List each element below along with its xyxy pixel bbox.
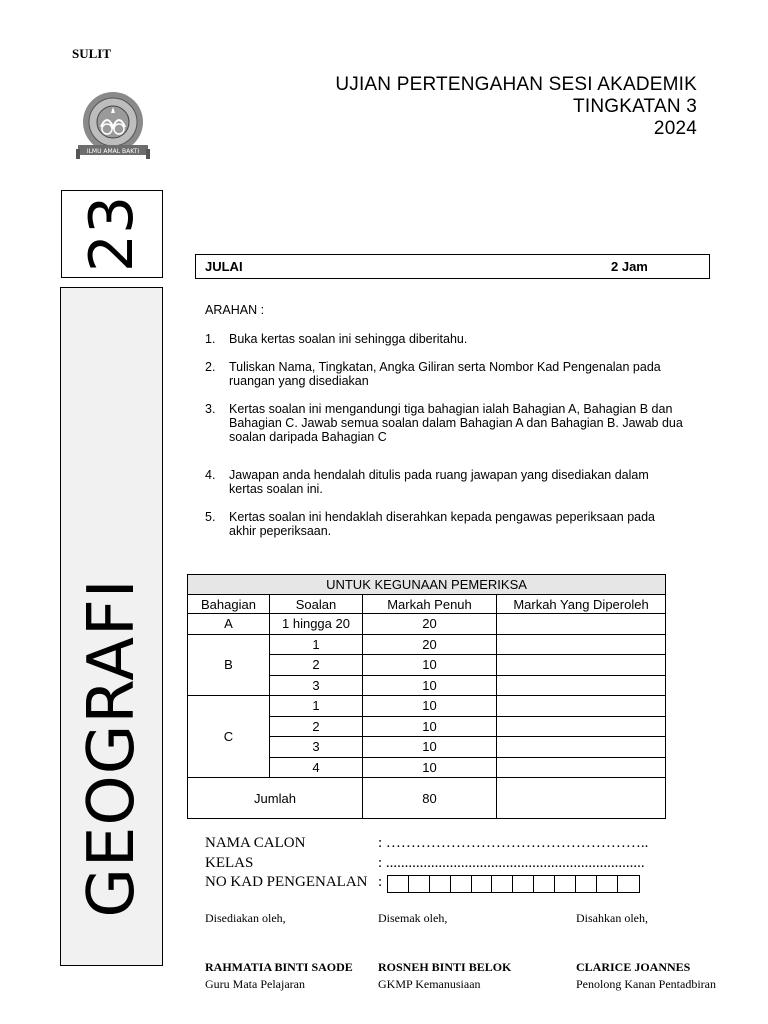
instruction-number: 1. (205, 332, 216, 346)
approved-by-signature (576, 960, 716, 992)
ic-number-boxes[interactable] (387, 875, 640, 893)
column-header-markah-diperoleh: Markah Yang Diperoleh (497, 595, 666, 614)
class-label: KELAS (205, 854, 254, 871)
total-obtained-mark[interactable] (497, 778, 666, 819)
question-cell: 1 (270, 634, 363, 655)
ic-label: NO KAD PENGENALAN (205, 874, 368, 890)
exam-title (335, 74, 697, 140)
checked-by-signature (378, 960, 511, 992)
obtained-mark-cell[interactable] (497, 675, 666, 696)
instruction-text: Kertas soalan ini hendaklah diserahkan kepada pengawas peperiksaan pada akhir peperiksaan. (229, 510, 656, 538)
ic-digit-box[interactable] (388, 876, 409, 892)
instruction-text: Kertas soalan ini mengandungi tiga bahagian ialah Bahagian A, Bahagian B dan Bahagian C. Jawab semua soalan dalam Bahagian A dan Bahagian B. Jawab dua soalan daripada Bahagian C (229, 402, 683, 444)
ic-digit-box[interactable] (618, 876, 639, 892)
ic-digit-box[interactable] (534, 876, 555, 892)
checked-by-name: ROSNEH BINTI BELOK (378, 960, 512, 974)
question-cell: 4 (270, 757, 363, 778)
instructions (205, 303, 685, 552)
exam-title-line-3: 2024 (653, 118, 697, 139)
question-cell: 2 (270, 716, 363, 737)
question-cell: 1 (270, 696, 363, 717)
question-cell: 3 (270, 675, 363, 696)
full-mark-cell: 10 (363, 655, 497, 676)
approved-by-title: Penolong Kanan Pentadbiran (576, 977, 716, 991)
ic-digit-box[interactable] (472, 876, 493, 892)
ic-digit-box[interactable] (555, 876, 576, 892)
exam-info-box (195, 254, 710, 279)
logo-motto: ILMU AMAL BAKTI (86, 148, 140, 155)
instructions-heading: ARAHAN : (205, 303, 265, 317)
section-c-label: C (188, 696, 270, 778)
exam-title-line-1: UJIAN PERTENGAHAN SESI AKADEMIK (335, 74, 697, 95)
school-logo (74, 89, 152, 159)
instruction-text: Tuliskan Nama, Tingkatan, Angka Giliran serta Nombor Kad Pengenalan pada ruangan yang disediakan (229, 360, 661, 388)
table-row (188, 614, 666, 635)
examiner-table (187, 574, 666, 819)
instruction-item (205, 468, 685, 496)
name-label: NAMA CALON (205, 835, 306, 851)
full-mark-cell: 10 (363, 757, 497, 778)
paper-code-box (61, 190, 163, 278)
total-row (188, 778, 666, 819)
ic-digit-box[interactable] (576, 876, 597, 892)
examiner-table-title: UNTUK KEGUNAAN PEMERIKSA (188, 575, 666, 595)
ic-digit-box[interactable] (409, 876, 430, 892)
ic-digit-box[interactable] (492, 876, 513, 892)
obtained-mark-cell[interactable] (497, 614, 666, 635)
approved-by-name: CLARICE JOANNES (576, 960, 691, 974)
ic-digit-box[interactable] (513, 876, 534, 892)
approved-by-role: Disahkan oleh, (576, 911, 648, 925)
ic-colon: : (378, 874, 383, 890)
class-field[interactable]: : ..................................................................... (378, 854, 645, 871)
instruction-item (205, 332, 685, 346)
total-full-mark: 80 (363, 778, 497, 819)
instruction-item (205, 510, 685, 538)
column-header-markah-penuh: Markah Penuh (363, 595, 497, 614)
exam-duration: 2 Jam (611, 259, 648, 274)
question-cell: 3 (270, 737, 363, 758)
instruction-number: 3. (205, 402, 216, 416)
section-a-label: A (188, 614, 270, 635)
name-field[interactable]: : …………………………………………….. (378, 835, 649, 851)
exam-month: JULAI (205, 259, 243, 274)
paper-code: 23 (77, 195, 147, 273)
total-label: Jumlah (188, 778, 363, 819)
obtained-mark-cell[interactable] (497, 634, 666, 655)
prepared-by-name: RAHMATIA BINTI SAODE (205, 960, 353, 974)
subject-box (60, 287, 163, 966)
instruction-number: 5. (205, 510, 216, 524)
ic-digit-box[interactable] (430, 876, 451, 892)
table-row (188, 634, 666, 655)
full-mark-cell: 10 (363, 737, 497, 758)
obtained-mark-cell[interactable] (497, 655, 666, 676)
prepared-by-title: Guru Mata Pelajaran (205, 977, 305, 991)
checked-by-title: GKMP Kemanusiaan (378, 977, 481, 991)
column-header-soalan: Soalan (270, 595, 363, 614)
obtained-mark-cell[interactable] (497, 716, 666, 737)
full-mark-cell: 10 (363, 696, 497, 717)
instruction-item (205, 402, 685, 444)
full-mark-cell: 20 (363, 614, 497, 635)
instruction-number: 2. (205, 360, 216, 374)
question-cell: 2 (270, 655, 363, 676)
table-row (188, 696, 666, 717)
obtained-mark-cell[interactable] (497, 737, 666, 758)
full-mark-cell: 20 (363, 634, 497, 655)
instruction-item (205, 360, 685, 388)
prepared-by-role: Disediakan oleh, (205, 911, 286, 925)
column-header-bahagian: Bahagian (188, 595, 270, 614)
obtained-mark-cell[interactable] (497, 757, 666, 778)
exam-title-line-2: TINGKATAN 3 (573, 96, 697, 117)
ic-digit-box[interactable] (451, 876, 472, 892)
full-mark-cell: 10 (363, 716, 497, 737)
checked-by-role: Disemak oleh, (378, 911, 448, 925)
obtained-mark-cell[interactable] (497, 696, 666, 717)
section-b-label: B (188, 634, 270, 696)
instruction-number: 4. (205, 468, 216, 482)
subject-name: GEOGRAFI (74, 578, 149, 918)
question-cell: 1 hingga 20 (270, 614, 363, 635)
classification-label: SULIT (72, 46, 112, 61)
prepared-by-signature (205, 960, 353, 992)
full-mark-cell: 10 (363, 675, 497, 696)
ic-digit-box[interactable] (597, 876, 618, 892)
instruction-text: Jawapan anda hendalah ditulis pada ruang jawapan yang disediakan dalam kertas soalan ini. (229, 468, 649, 496)
instruction-text: Buka kertas soalan ini sehingga diberitahu. (229, 332, 468, 346)
